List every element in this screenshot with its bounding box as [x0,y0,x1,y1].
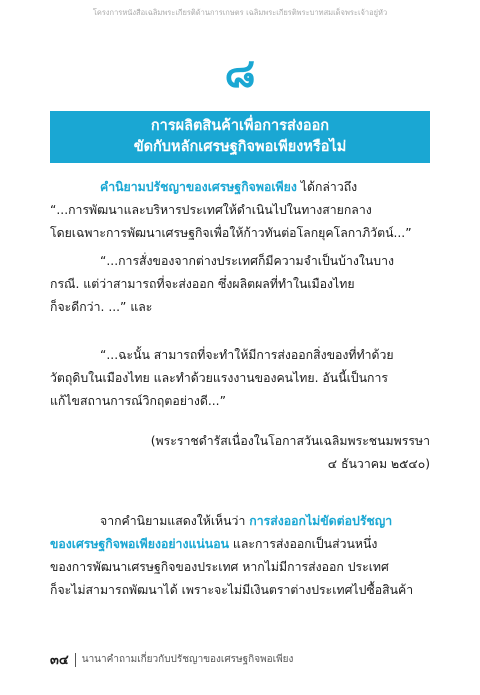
paragraph-line [50,533,430,556]
paragraph-definition [50,176,430,245]
paragraph-line: แก้ไขสถานการณ์วิกฤตอย่างดี...” [50,394,226,408]
paragraph-line: กรณี. แต่ว่าสามารถที่จะส่งออก ซึ่งผลิตผลที่ทำในเมืองไทย [50,277,355,291]
paragraph-conclusion [50,510,430,602]
chapter-title-banner [50,111,430,163]
paragraph-line: “...การพัฒนาและบริหารประเทศให้ดำเนินไปในทางสายกลาง [50,203,372,217]
paragraph-line: “...ฉะนั้น สามารถที่จะทำให้มีการส่งออกสิ่งของที่ทำด้วย [100,348,394,362]
chapter-title-line-1: การผลิตสินค้าเพื่อการส่งออก [150,118,330,134]
highlight-conclusion: การส่งออกไม่ขัดต่อปรัชญา [249,514,393,528]
text-span: จากคำนิยามแสดงให้เห็นว่า [100,514,250,528]
highlight-definition-term: คำนิยามปรัชญาของเศรษฐกิจพอเพียง [100,180,297,194]
citation-note [50,430,430,476]
page-number: ๓๔ [50,653,69,668]
highlight-conclusion: ของเศรษฐกิจพอเพียงอย่างแน่นอน [50,537,229,551]
paragraph-line: ก็จะดีกว่า. ...” และ [50,300,153,314]
citation-line-2: ๔ ธันวาคม ๒๕๔๐) [327,457,430,471]
paragraph-quote-exports [50,344,430,413]
chapter-number: ๘ [224,51,256,97]
paragraph-line: ก็จะไม่สามารถพัฒนาได้ เพราะจะไม่มีเงินตราต่างประเทศไปซื้อสินค้า [50,583,414,597]
page-footer [50,649,430,668]
text-span: ได้กล่าวถึง [296,180,358,194]
footer-book-title: นานาคำถามเกี่ยวกับปรัชญาของเศรษฐกิจพอเพียง [81,654,294,665]
paragraph-quote-imports [50,250,430,319]
text-span: และการส่งออกเป็นส่วนหนึ่ง [229,537,378,551]
chapter-title-line-2: ขัดกับหลักเศรษฐกิจพอเพียงหรือไม่ [133,139,347,155]
paragraph-line [50,176,430,199]
citation-line-1: (พระราชดำรัสเนื่องในโอกาสวันเฉลิมพระชนมพรรษา [150,434,430,448]
footer-divider [75,653,76,667]
paragraph-line: “...การสั่งของจากต่างประเทศก็มีความจำเป็นบ้างในบาง [100,254,394,268]
paragraph-line: วัตถุดิบในเมืองไทย และทำด้วยแรงงานของคนไทย. อันนี้เป็นการ [50,371,388,385]
paragraph-line: โดยเฉพาะการพัฒนาเศรษฐกิจเพื่อให้ก้าวทันต่อโลกยุคโลกาภิวัตน์...” [50,226,412,240]
paragraph-line: ของการพัฒนาเศรษฐกิจของประเทศ หากไม่มีการส่งออก ประเทศ [50,560,389,574]
paragraph-line [50,510,430,533]
running-header: โครงการหนังสือเฉลิมพระเกียรติด้านการเกษตร เฉลิมพระเกียรติพระบาทสมเด็จพระเจ้าอยู่หัว [92,8,388,17]
